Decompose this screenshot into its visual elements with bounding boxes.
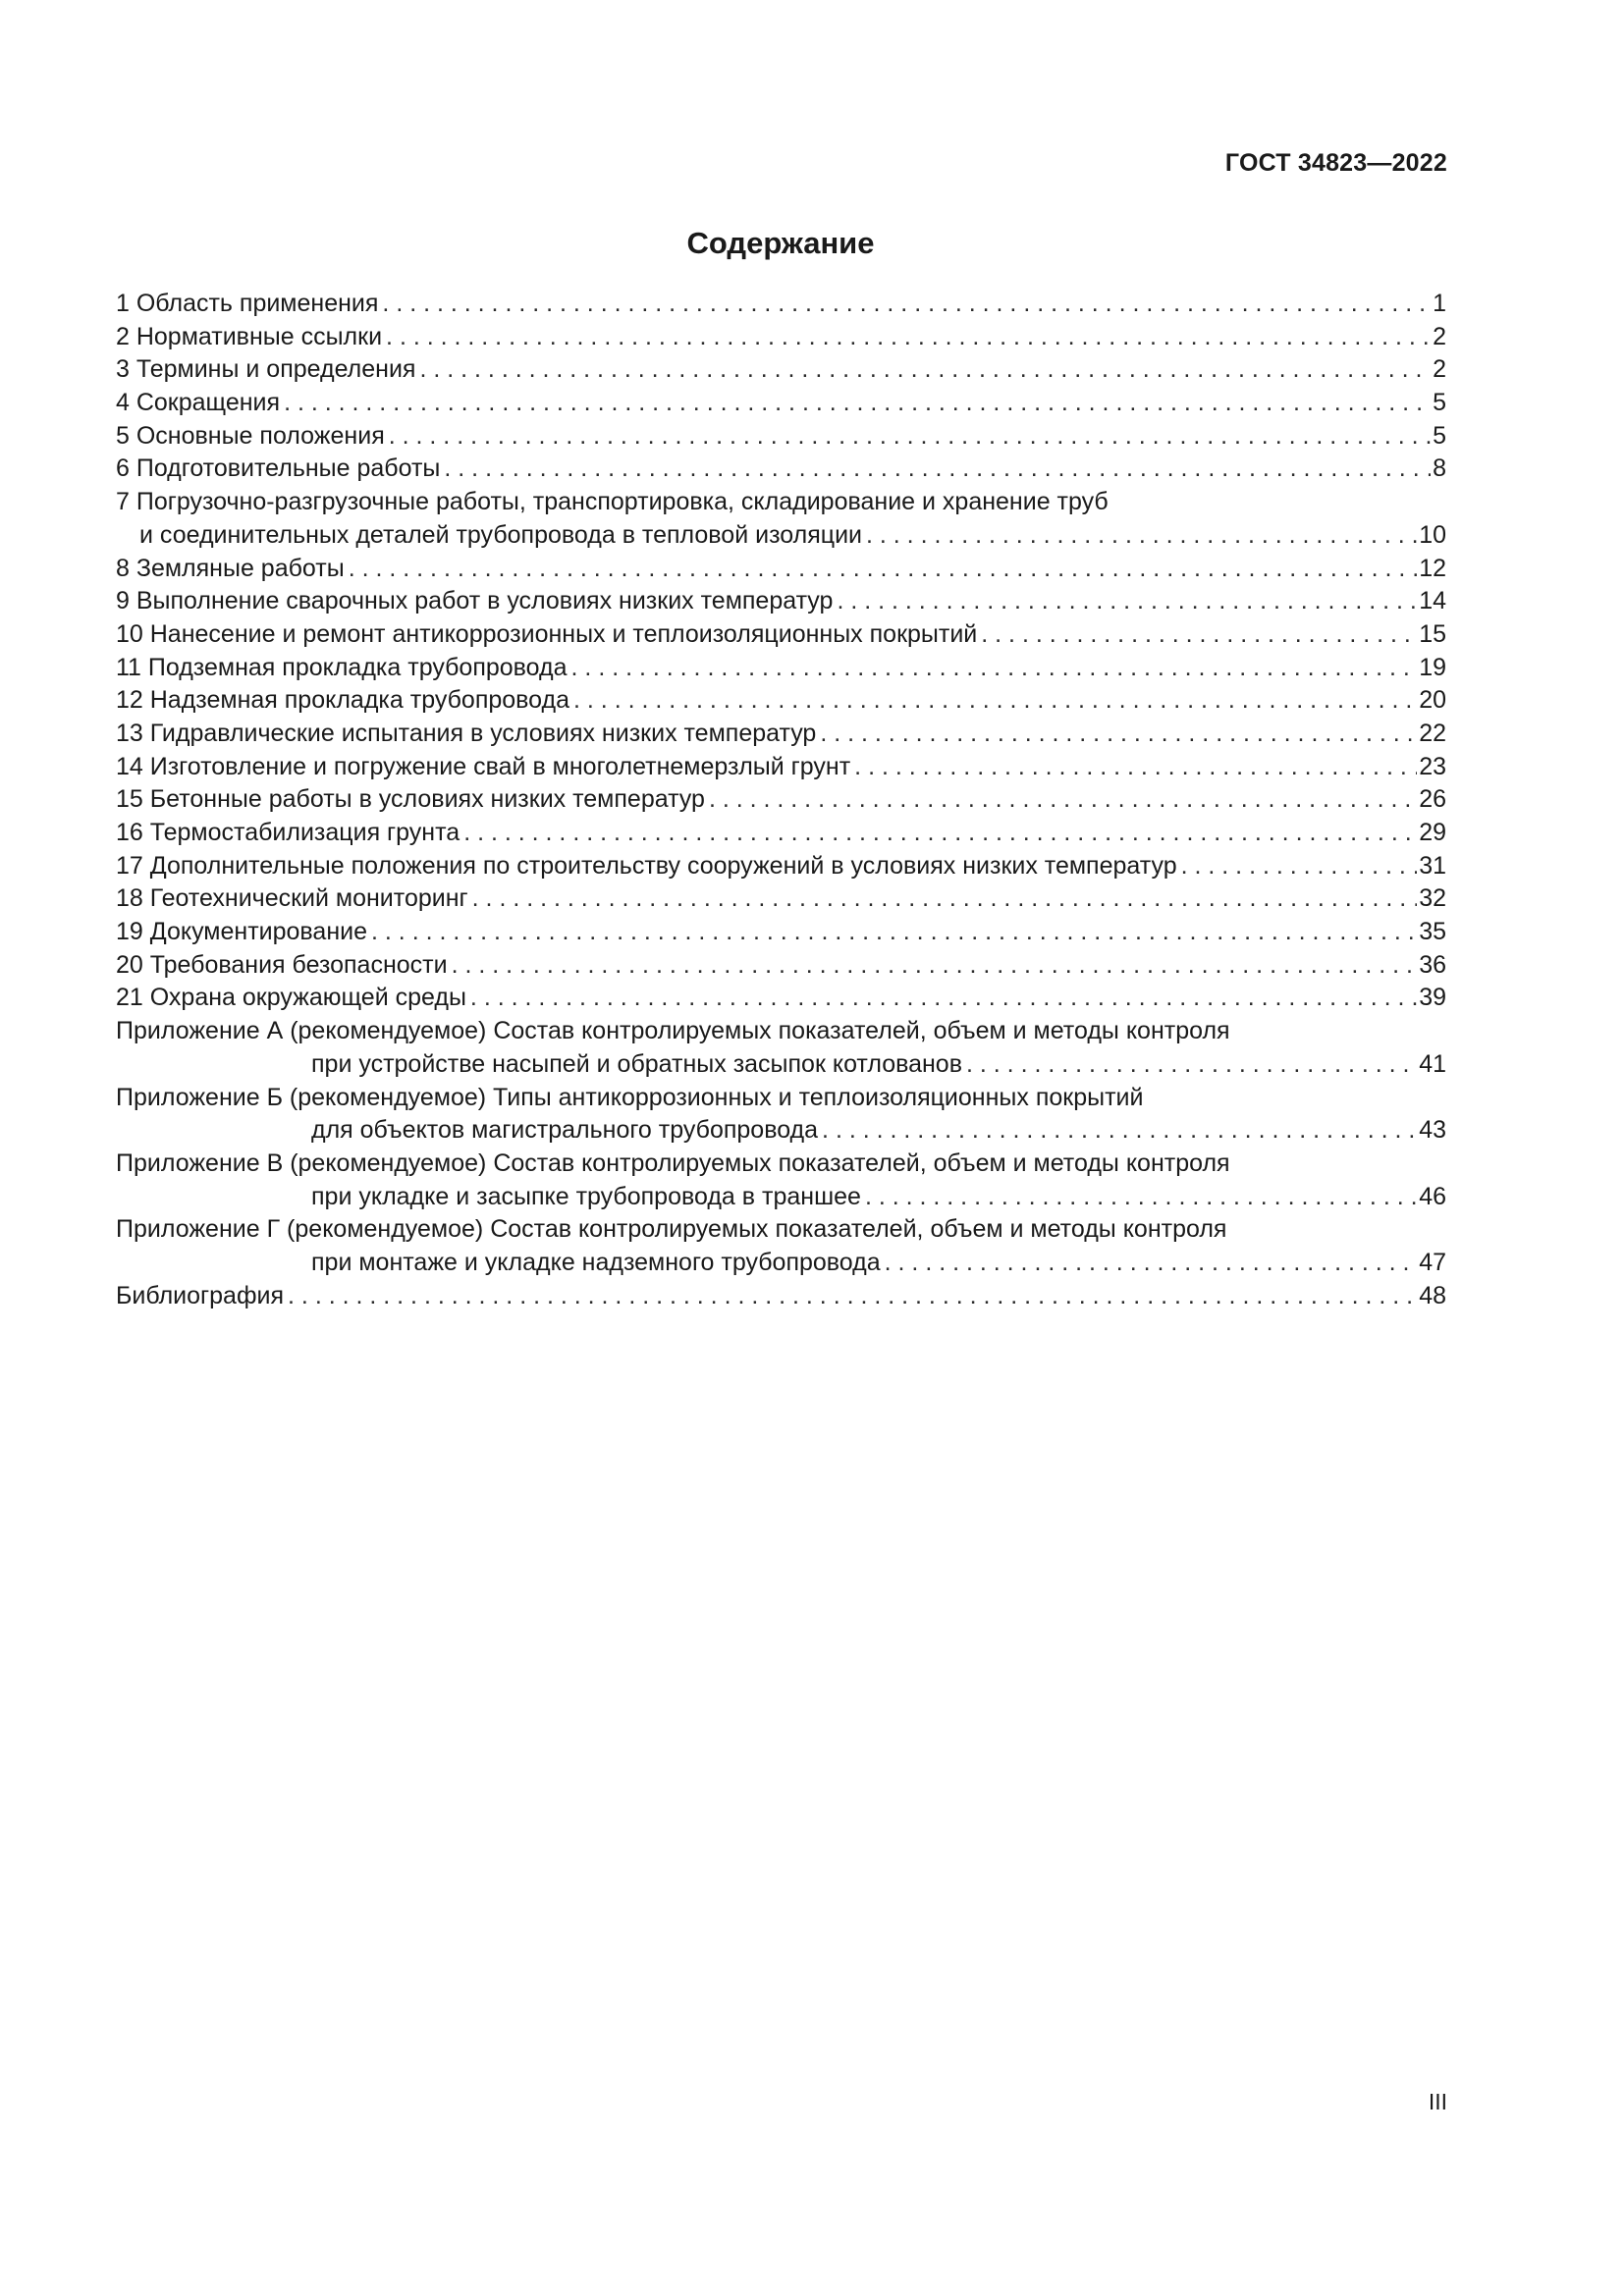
toc-entry-text: 5 Основные положения: [116, 421, 385, 450]
toc-entry[interactable]: [116, 718, 1446, 751]
dot-leader: [837, 585, 1417, 618]
document-code: ГОСТ 34823—2022: [1224, 149, 1447, 177]
dot-leader: [284, 387, 1431, 420]
table-of-contents: [116, 288, 1446, 1312]
toc-entry-page: 22: [1419, 719, 1446, 747]
toc-entry[interactable]: [116, 420, 1446, 454]
toc-entry-page: 39: [1419, 984, 1446, 1012]
dot-leader: [382, 288, 1431, 321]
toc-entry-page: 5: [1433, 389, 1446, 417]
dot-leader: [470, 982, 1417, 1015]
toc-entry[interactable]: [116, 949, 1446, 983]
toc-entry-page: 31: [1419, 851, 1446, 880]
dot-leader: [885, 1247, 1418, 1280]
toc-entry-text: и соединительных деталей трубопровода в тепловой изоляции: [139, 520, 862, 549]
toc-entry-text: 13 Гидравлические испытания в условиях низких температур: [116, 719, 817, 747]
toc-entry[interactable]: [116, 817, 1446, 850]
dot-leader: [349, 553, 1417, 586]
toc-entry-page: 36: [1419, 950, 1446, 979]
dot-leader: [822, 1114, 1417, 1148]
toc-entry[interactable]: [116, 288, 1446, 321]
toc-entry-text: 10 Нанесение и ремонт антикоррозионных и теплоизоляционных покрытий: [116, 619, 978, 648]
dot-leader: [571, 652, 1418, 685]
toc-entry[interactable]: [116, 783, 1446, 817]
toc-entry[interactable]: [116, 1213, 1446, 1279]
toc-entry-text: 12 Надземная прокладка трубопровода: [116, 686, 570, 715]
toc-entry-page: 29: [1419, 819, 1446, 846]
toc-entry-page: 47: [1419, 1248, 1446, 1276]
toc-entry-text: 11 Подземная прокладка трубопровода: [116, 653, 568, 681]
toc-entry-text: 7 Погрузочно-разгрузочные работы, транспортировка, складирование и хранение труб: [116, 488, 1109, 516]
toc-entry-text: 14 Изготовление и погружение свай в многолетнемерзлый грунт: [116, 752, 851, 780]
toc-entry[interactable]: [116, 1148, 1446, 1213]
toc-entry-text: 17 Дополнительные положения по строительству сооружений в условиях низких температур: [116, 851, 1177, 880]
toc-entry-page: 23: [1419, 752, 1446, 780]
toc-entry[interactable]: [116, 353, 1446, 387]
toc-entry-text: 16 Термостабилизация грунта: [116, 819, 460, 846]
toc-entry[interactable]: [116, 1082, 1446, 1148]
dot-leader: [389, 420, 1431, 454]
dot-leader: [865, 1181, 1417, 1214]
dot-leader: [1181, 850, 1418, 883]
toc-entry[interactable]: [116, 1280, 1446, 1313]
toc-entry-page: 32: [1419, 884, 1446, 913]
toc-entry-text: Приложение Б (рекомендуемое) Типы антикоррозионных и теплоизоляционных покрытий: [116, 1083, 1144, 1111]
toc-entry-page: 14: [1419, 587, 1446, 615]
toc-entry[interactable]: [116, 1015, 1446, 1081]
dot-leader: [981, 618, 1417, 652]
dot-leader: [386, 321, 1431, 354]
toc-entry-page: 12: [1419, 554, 1446, 582]
toc-entry-page: 8: [1433, 454, 1446, 483]
toc-entry-text: 18 Геотехнический мониторинг: [116, 884, 468, 913]
toc-entry[interactable]: [116, 751, 1446, 784]
page-title: Содержание: [686, 226, 875, 260]
toc-entry-page: 15: [1419, 619, 1446, 648]
dot-leader: [419, 353, 1431, 387]
toc-entry-page: 26: [1419, 785, 1446, 814]
toc-entry-text: 2 Нормативные ссылки: [116, 322, 383, 350]
toc-entry-text: 6 Подготовительные работы: [116, 454, 441, 483]
dot-leader: [371, 916, 1417, 949]
toc-entry-page: 1: [1433, 290, 1446, 317]
dot-leader: [820, 718, 1417, 751]
toc-entry[interactable]: [116, 652, 1446, 685]
dot-leader: [709, 783, 1417, 817]
toc-entry-text: 19 Документирование: [116, 918, 368, 946]
toc-entry-text: Библиография: [116, 1281, 285, 1309]
toc-entry[interactable]: [116, 486, 1446, 552]
dot-leader: [854, 751, 1417, 784]
toc-entry-page: 10: [1419, 520, 1446, 549]
dot-leader: [463, 817, 1417, 850]
toc-entry[interactable]: [116, 916, 1446, 949]
toc-entry[interactable]: [116, 850, 1446, 883]
toc-entry-page: 19: [1419, 653, 1446, 681]
toc-entry-page: 20: [1419, 686, 1446, 715]
toc-entry-page: 43: [1419, 1116, 1446, 1145]
toc-entry-text: Приложение Г (рекомендуемое) Состав контролируемых показателей, объем и методы контроля: [116, 1215, 1227, 1244]
toc-entry-text: при укладке и засыпке трубопровода в траншее: [311, 1182, 861, 1210]
toc-entry-text: 9 Выполнение сварочных работ в условиях низких температур: [116, 587, 834, 615]
toc-entry-text: 21 Охрана окружающей среды: [116, 984, 466, 1012]
toc-entry-text: Приложение А (рекомендуемое) Состав контролируемых показателей, объем и методы контроля: [116, 1017, 1230, 1045]
toc-entry-text: 20 Требования безопасности: [116, 950, 448, 979]
page-number: III: [1428, 2089, 1447, 2114]
toc-entry-page: 5: [1433, 421, 1446, 450]
toc-entry[interactable]: [116, 453, 1446, 486]
toc-entry-page: 2: [1433, 355, 1446, 384]
dot-leader: [288, 1280, 1417, 1313]
toc-entry[interactable]: [116, 618, 1446, 652]
dot-leader: [444, 453, 1431, 486]
toc-entry[interactable]: [116, 387, 1446, 420]
toc-entry[interactable]: [116, 684, 1446, 718]
toc-entry-text: при монтаже и укладке надземного трубопровода: [311, 1248, 881, 1276]
toc-entry[interactable]: [116, 882, 1446, 916]
toc-entry[interactable]: [116, 321, 1446, 354]
toc-entry-page: 2: [1433, 322, 1446, 350]
toc-entry-text: Приложение В (рекомендуемое) Состав контролируемых показателей, объем и методы контроля: [116, 1148, 1230, 1177]
dot-leader: [966, 1048, 1417, 1082]
toc-entry-page: 41: [1419, 1049, 1446, 1078]
toc-entry-text: при устройстве насыпей и обратных засыпок котлованов: [311, 1049, 962, 1078]
dot-leader: [573, 684, 1417, 718]
toc-entry-page: 35: [1419, 918, 1446, 946]
toc-entry[interactable]: [116, 982, 1446, 1015]
dot-leader: [472, 882, 1418, 916]
toc-entry-text: для объектов магистрального трубопровода: [311, 1116, 819, 1145]
toc-entry-text: 1 Область применения: [116, 290, 379, 317]
dot-leader: [452, 949, 1418, 983]
toc-entry-text: 3 Термины и определения: [116, 355, 416, 384]
toc-entry-text: 8 Земляные работы: [116, 554, 345, 582]
dot-leader: [866, 519, 1417, 553]
toc-entry[interactable]: [116, 553, 1446, 586]
toc-entry[interactable]: [116, 585, 1446, 618]
toc-entry-text: 4 Сокращения: [116, 389, 281, 417]
toc-entry-page: 48: [1419, 1281, 1446, 1309]
toc-entry-page: 46: [1419, 1182, 1446, 1210]
toc-entry-text: 15 Бетонные работы в условиях низких температур: [116, 785, 705, 814]
